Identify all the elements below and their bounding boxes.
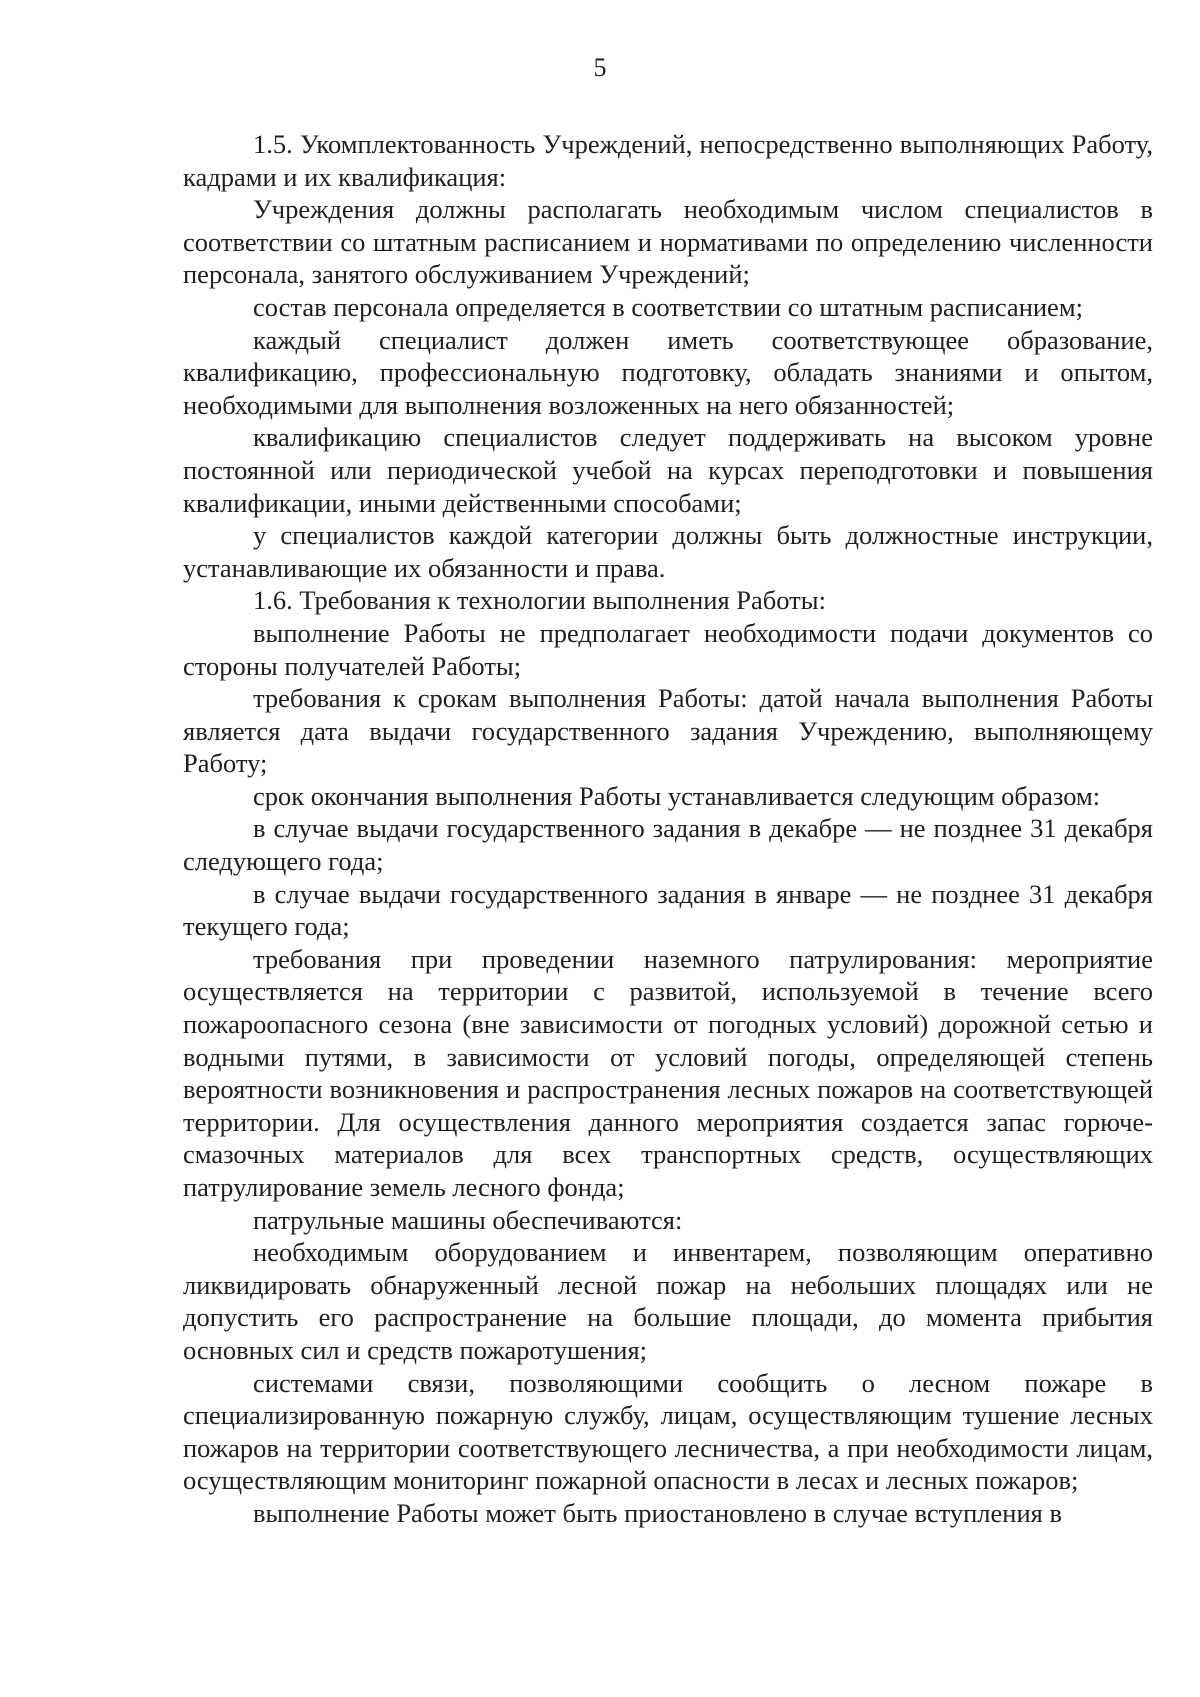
- paragraph-qualification-maintenance: квалификацию специалистов следует поддерживать на высоком уровне постоянной или периодической учебой на курсах переподготовки и повышения квалификации, иными действенными способами;: [183, 422, 1153, 518]
- paragraph-staffing-requirement: Учреждения должны располагать необходимым числом специалистов в соответствии со штатным расписанием и нормативами по определению численности персонала, занятого обслуживанием Учреждений;: [183, 194, 1153, 290]
- paragraph-equipment: необходимым оборудованием и инвентарем, позволяющим оперативно ликвидировать обнаруженный лесной пожар на небольших площадях или не допустить его распространение на большие площади, до момента прибытия основных сил и средств пожаротушения;: [183, 1237, 1153, 1365]
- paragraph-technology-heading: 1.6. Требования к технологии выполнения Работы:: [253, 585, 826, 616]
- page-number: 5: [593, 53, 607, 82]
- paragraph-end-date: срок окончания выполнения Работы устанавливается следующим образом:: [253, 780, 1101, 811]
- paragraph-specialist-education: каждый специалист должен иметь соответствующее образование, квалификацию, профессиональную подготовку, обладать знаниями и опытом, необходимыми для выполнения возложенных на него обязанностей;: [183, 324, 1153, 420]
- paragraph-start-date: требования к срокам выполнения Работы: датой начала выполнения Работы является дата выдачи государственного задания Учреждению, выполняющему Работу;: [183, 683, 1153, 779]
- document-body: [183, 128, 1153, 1530]
- paragraph-patrol-vehicles: патрульные машины обеспечиваются:: [253, 1204, 683, 1235]
- paragraph-job-instructions: у специалистов каждой категории должны быть должностные инструкции, устанавливающие их обязанности и права.: [183, 520, 1153, 583]
- paragraph-communication: системами связи, позволяющими сообщить о лесном пожаре в специализированную пожарную службу, лицам, осуществляющим тушение лесных пожаров на территории соответствующего лесничества, а при необходимости лицам, осуществляющим мониторинг пожарной опасности в лесах и лесных пожаров;: [183, 1367, 1153, 1496]
- paragraph-january-case: в случае выдачи государственного задания в январе — не позднее 31 декабря текущего года;: [183, 878, 1153, 942]
- paragraph-suspension: выполнение Работы может быть приостановлено в случае вступления в: [253, 1497, 1062, 1528]
- paragraph-december-case: в случае выдачи государственного задания в декабре — не позднее 31 декабря следующего года;: [183, 813, 1153, 877]
- paragraph-staffing-heading: 1.5. Укомплектованность Учреждений, непосредственно выполняющих Работу, кадрами и их квалификация:: [183, 129, 1153, 192]
- paragraph-ground-patrol: требования при проведении наземного патрулирования: мероприятие осуществляется на территории с развитой, используемой в течение всего пожароопасного сезона (вне зависимости от погодных условий) дорожной сетью и водными путями, в зависимости от условий погоды, определяющей степень вероятности возникновения и распространения лесных пожаров на соответствующей территории. Для осуществления данного мероприятия создается запас горюче-смазочных материалов для всех транспортных средств, осуществляющих патрулирование земель лесного фонда;: [183, 943, 1153, 1202]
- paragraph-no-documents: выполнение Работы не предполагает необходимости подачи документов со стороны получателей Работы;: [183, 617, 1153, 681]
- paragraph-staff-composition: состав персонала определяется в соответствии со штатным расписанием;: [253, 291, 1083, 322]
